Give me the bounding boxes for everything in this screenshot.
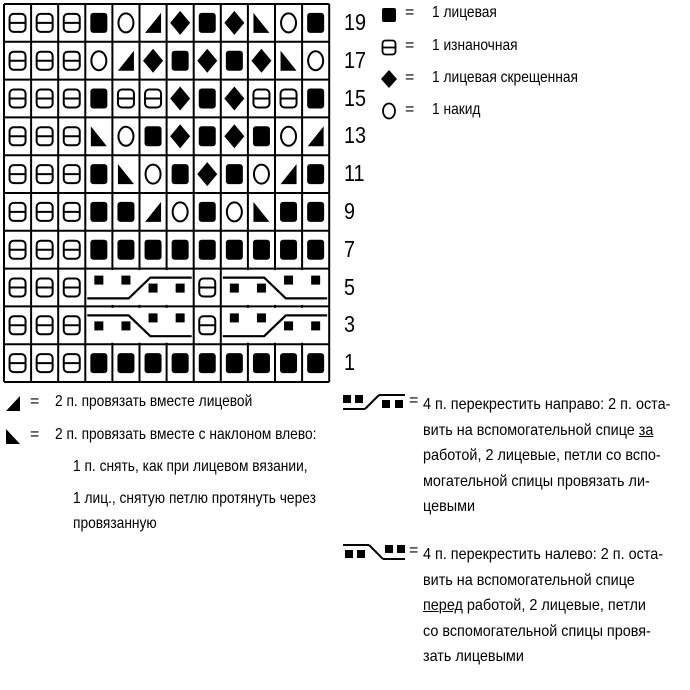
knit-symbol xyxy=(226,164,243,184)
row-number: 15 xyxy=(344,84,367,111)
cable-stitch xyxy=(284,276,293,285)
knit-symbol xyxy=(90,164,107,184)
cr-line3: работой, 2 лицевые, петли со вспо- xyxy=(423,447,661,464)
cl-line2: вить на вспомогательной спице xyxy=(423,571,635,589)
cl-line5: зать лицевыми xyxy=(423,648,524,665)
cable-stitch xyxy=(94,276,103,285)
legend-cross-left-text xyxy=(423,542,685,670)
twisted-knit-symbol xyxy=(197,162,217,186)
cable-cross-right-icon xyxy=(341,392,407,412)
legend-knit-label: 1 лицевая xyxy=(432,4,497,21)
knit-symbol xyxy=(145,126,162,146)
ssk-symbol xyxy=(281,51,297,71)
legend-yo-label: 1 накид xyxy=(432,101,481,118)
k2tog-symbol xyxy=(145,13,161,33)
knit-symbol xyxy=(145,353,162,373)
knit-symbol xyxy=(253,353,270,373)
knit-symbol xyxy=(280,240,297,260)
knit-symbol xyxy=(307,202,324,222)
row-number: 7 xyxy=(344,235,356,262)
legend-eq: = xyxy=(409,542,419,559)
cl-line3 xyxy=(423,593,659,619)
knit-symbol xyxy=(90,89,107,109)
k2tog-symbol xyxy=(145,202,161,222)
cr-line2-pre: вить на вспомогательной спице xyxy=(423,421,639,439)
yarn-over-symbol xyxy=(308,51,323,70)
twisted-knit-symbol xyxy=(224,124,244,148)
twisted-knit-symbol xyxy=(170,124,190,148)
k2tog-symbol xyxy=(118,51,134,71)
row-number: 9 xyxy=(344,198,356,224)
knit-symbol xyxy=(253,240,270,260)
yarn-over-symbol xyxy=(173,202,188,221)
row-number: 3 xyxy=(344,311,356,338)
twisted-knit-symbol xyxy=(224,11,244,35)
knit-symbol xyxy=(117,240,134,260)
yarn-over-symbol xyxy=(281,13,296,32)
cable-stitch xyxy=(284,321,293,330)
cl-line3-post: работой, 2 лицевые, петли xyxy=(462,597,646,614)
legend-cross-right-text xyxy=(423,392,685,520)
cable-stitch xyxy=(121,276,130,285)
cl-line4: со вспомогательной спицы провя- xyxy=(423,622,651,640)
legend-eq: = xyxy=(405,69,415,86)
cl-line3-underlined: перед xyxy=(423,597,463,614)
ssk-symbol xyxy=(253,13,269,33)
cr-line2-underlined: за xyxy=(638,421,654,439)
legend-eq: = xyxy=(30,426,40,443)
knit-symbol xyxy=(117,353,134,373)
cable-stitch xyxy=(230,284,239,293)
legend-eq: = xyxy=(405,4,415,21)
knit-symbol xyxy=(199,126,216,146)
yarn-over-symbol xyxy=(281,127,296,146)
cr-line1: 4 п. перекрестить направо: 2 п. оста- xyxy=(423,396,671,413)
knit-symbol xyxy=(90,353,107,373)
knit-symbol xyxy=(307,89,324,109)
knit-symbol xyxy=(199,240,216,260)
legend-eq: = xyxy=(409,392,419,409)
knit-symbol xyxy=(307,164,324,184)
knit-symbol xyxy=(172,164,189,184)
row-number: 17 xyxy=(344,46,367,73)
cable-cross-left-icon xyxy=(341,542,407,562)
knit-symbol xyxy=(226,353,243,373)
row-number: 13 xyxy=(344,122,367,149)
legend-eq: = xyxy=(405,101,415,118)
cable-stitch xyxy=(176,313,185,322)
knit-symbol xyxy=(280,202,297,222)
legend-eq: = xyxy=(30,393,40,410)
ssk-symbol xyxy=(118,164,134,184)
ssk-symbol xyxy=(91,126,107,146)
cr-line5: цевыми xyxy=(423,498,476,515)
knit-symbol xyxy=(307,13,324,33)
legend-ssk-line1: 2 п. провязать вместе с наклоном влево: xyxy=(55,426,317,443)
knit-symbol xyxy=(253,126,270,146)
twisted-knit-symbol xyxy=(224,87,244,111)
twisted-knit-diamond-icon xyxy=(380,69,400,89)
yarn-over-symbol xyxy=(118,13,133,32)
yarn-over-symbol xyxy=(146,165,161,184)
knit-symbol xyxy=(90,13,107,33)
cable-stitch xyxy=(94,321,103,330)
knit-symbol xyxy=(280,353,297,373)
legend-eq: = xyxy=(405,37,415,54)
row-number: 11 xyxy=(344,160,365,187)
yarn-over-symbol xyxy=(118,127,133,146)
k2tog-symbol xyxy=(281,164,297,184)
legend-ssk-line2: 1 п. снять, как при лицевом вязании, xyxy=(73,458,308,475)
yarn-over-circle-icon xyxy=(380,101,400,121)
knit-symbol xyxy=(117,202,134,222)
knit-symbol xyxy=(226,240,243,260)
purl-box-icon xyxy=(380,38,400,58)
k2tog-left-icon xyxy=(4,427,24,447)
legend-purl-label: 1 изнаночная xyxy=(432,37,518,54)
cable-stitch xyxy=(176,284,185,293)
legend-ssk-line4: провязанную xyxy=(73,515,157,532)
knit-symbol xyxy=(90,240,107,260)
knit-symbol xyxy=(307,240,324,260)
legend-k2tog-label: 2 п. провязать вместе лицевой xyxy=(55,393,253,410)
twisted-knit-symbol xyxy=(251,49,271,73)
k2tog-right-icon xyxy=(4,394,24,414)
cable-stitch xyxy=(149,313,158,322)
cable-stitch xyxy=(230,313,239,322)
row-number: 1 xyxy=(344,349,356,376)
twisted-knit-symbol xyxy=(170,87,190,111)
knit-symbol xyxy=(172,353,189,373)
cr-line4: могательной спицы провязать ли- xyxy=(423,472,650,490)
legend-twisted-label: 1 лицевая скрещенная xyxy=(432,69,578,86)
cable-stitch xyxy=(311,321,320,330)
knit-symbol xyxy=(90,202,107,222)
cable-stitch xyxy=(311,276,320,285)
knit-symbol xyxy=(199,353,216,373)
cl-line1: 4 п. перекрестить налево: 2 п. оста- xyxy=(423,546,664,563)
knit-symbol xyxy=(172,51,189,71)
cable-stitch xyxy=(257,313,266,322)
row-number: 19 xyxy=(344,9,367,35)
knit-symbol xyxy=(199,202,216,222)
k2tog-symbol xyxy=(308,126,324,146)
knit-symbol xyxy=(199,13,216,33)
knit-symbol xyxy=(172,240,189,260)
cable-stitch xyxy=(121,321,130,330)
knit-symbol xyxy=(307,353,324,373)
yarn-over-symbol xyxy=(91,51,106,70)
cr-line2 xyxy=(423,418,659,444)
twisted-knit-symbol xyxy=(170,11,190,35)
row-number: 5 xyxy=(344,273,356,300)
legend-ssk-line3: 1 лиц., снятую петлю протянуть через xyxy=(73,490,316,507)
ssk-symbol xyxy=(253,202,269,222)
cable-stitch xyxy=(149,284,158,293)
twisted-knit-symbol xyxy=(197,49,217,73)
twisted-knit-symbol xyxy=(143,49,163,73)
knit-symbol xyxy=(226,51,243,71)
yarn-over-symbol xyxy=(254,165,269,184)
knit-symbol xyxy=(145,240,162,260)
cable-stitch xyxy=(257,284,266,293)
knit-symbol xyxy=(199,89,216,109)
yarn-over-symbol xyxy=(227,202,242,221)
knit-square-icon xyxy=(380,6,400,26)
